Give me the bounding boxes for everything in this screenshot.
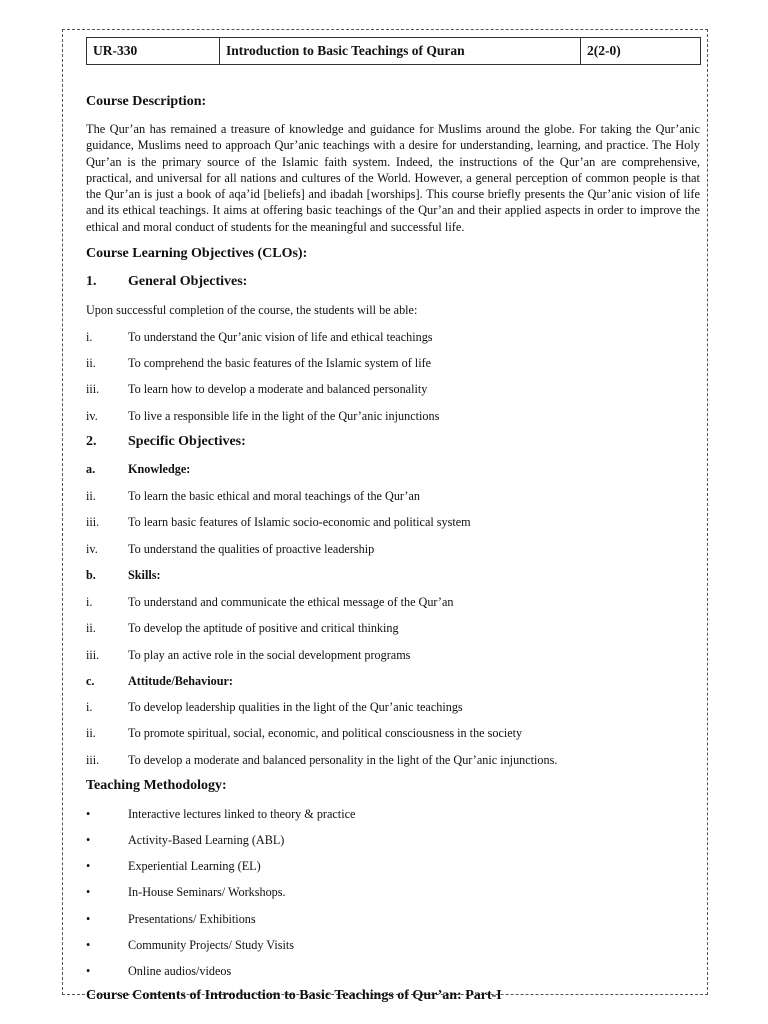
- list-text: To develop the aptitude of positive and critical thinking: [128, 621, 399, 635]
- list-text: To learn the basic ethical and moral teachings of the Qur’an: [128, 489, 420, 503]
- list-text: To play an active role in the social development programs: [128, 648, 411, 662]
- knowledge-marker: a.: [86, 462, 96, 476]
- bullet-marker: •: [86, 964, 91, 978]
- list-text: Interactive lectures linked to theory & practice: [128, 807, 356, 821]
- list-text: To learn how to develop a moderate and balanced personality: [128, 382, 428, 396]
- general-objectives-number: 1.: [86, 274, 97, 289]
- course-contents-heading: Course Contents of Introduction to Basic Teachings of Qur’an: Part-I: [86, 988, 502, 1003]
- list-text: Activity-Based Learning (ABL): [128, 833, 285, 847]
- bullet-marker: •: [86, 833, 91, 847]
- skills-title: Skills:: [128, 568, 161, 582]
- list-text: To live a responsible life in the light of the Qur’anic injunctions: [128, 409, 440, 423]
- course-title: Introduction to Basic Teachings of Quran: [220, 38, 581, 65]
- list-marker: iii.: [86, 382, 100, 396]
- attitude-marker: c.: [86, 674, 95, 688]
- list-text: To develop a moderate and balanced personality in the light of the Qur’anic injunctions.: [128, 753, 558, 767]
- list-marker: iii.: [86, 753, 100, 767]
- bullet-marker: •: [86, 807, 91, 821]
- course-credits: 2(2-0): [581, 38, 701, 65]
- specific-objectives-number: 2.: [86, 434, 97, 449]
- course-code: UR-330: [87, 38, 220, 65]
- list-marker: i.: [86, 700, 93, 714]
- knowledge-title: Knowledge:: [128, 462, 191, 476]
- attitude-title: Attitude/Behaviour:: [128, 674, 233, 688]
- list-marker: i.: [86, 595, 93, 609]
- list-marker: ii.: [86, 621, 96, 635]
- list-text: To understand the Qur’anic vision of life and ethical teachings: [128, 330, 433, 344]
- general-objectives-intro: Upon successful completion of the course, the students will be able:: [86, 303, 418, 317]
- list-text: Online audios/videos: [128, 964, 232, 978]
- teaching-methodology-heading: Teaching Methodology:: [86, 778, 227, 793]
- course-info-table: [86, 37, 701, 65]
- list-text: Experiential Learning (EL): [128, 859, 261, 873]
- list-text: To understand the qualities of proactive leadership: [128, 542, 375, 556]
- list-text: To learn basic features of Islamic socio-economic and political system: [128, 515, 471, 529]
- bullet-marker: •: [86, 938, 91, 952]
- bullet-marker: •: [86, 912, 91, 926]
- list-marker: ii.: [86, 356, 96, 370]
- list-marker: iii.: [86, 648, 100, 662]
- list-marker: iv.: [86, 409, 98, 423]
- list-text: To promote spiritual, social, economic, and political consciousness in the society: [128, 726, 523, 740]
- clos-heading: Course Learning Objectives (CLOs):: [86, 246, 308, 261]
- list-text: To comprehend the basic features of the Islamic system of life: [128, 356, 432, 370]
- list-marker: iv.: [86, 542, 98, 556]
- list-marker: i.: [86, 330, 93, 344]
- course-description-heading: Course Description:: [86, 94, 207, 109]
- course-description-text: The Qur’an has remained a treasure of knowledge and guidance for Muslims around the globe. For taking the Qur’anic guidance, Muslims need to approach Qur’anic teachings with a desire for understanding, learning, and practice. The Holy Qur’an is the primary source of the Islamic faith system. Indeed, the instructions of the Qur’an are comprehensive, practical, and universal for all nations and cultures of the World. However, a general perception of common people is that the Qur’an is just a book of aqa’id [beliefs] and ibadah [worships]. This course briefly presents the Qur’anic vision of life and its ethical teachings. It aims at offering basic teachings of the Qur’an and their applied aspects in order to improve the ethical and moral conduct of students for the meaningful and successful life.: [86, 122, 700, 234]
- bullet-marker: •: [86, 885, 91, 899]
- list-marker: iii.: [86, 515, 100, 529]
- list-text: Community Projects/ Study Visits: [128, 938, 294, 952]
- list-marker: ii.: [86, 489, 96, 503]
- skills-marker: b.: [86, 568, 96, 582]
- list-text: To understand and communicate the ethical message of the Qur’an: [128, 595, 454, 609]
- general-objectives-title: General Objectives:: [128, 274, 248, 289]
- list-text: In-House Seminars/ Workshops.: [128, 885, 286, 899]
- bullet-marker: •: [86, 859, 91, 873]
- course-info-row: [87, 38, 701, 65]
- list-text: Presentations/ Exhibitions: [128, 912, 256, 926]
- specific-objectives-title: Specific Objectives:: [128, 434, 246, 449]
- list-marker: ii.: [86, 726, 96, 740]
- list-text: To develop leadership qualities in the light of the Qur’anic teachings: [128, 700, 463, 714]
